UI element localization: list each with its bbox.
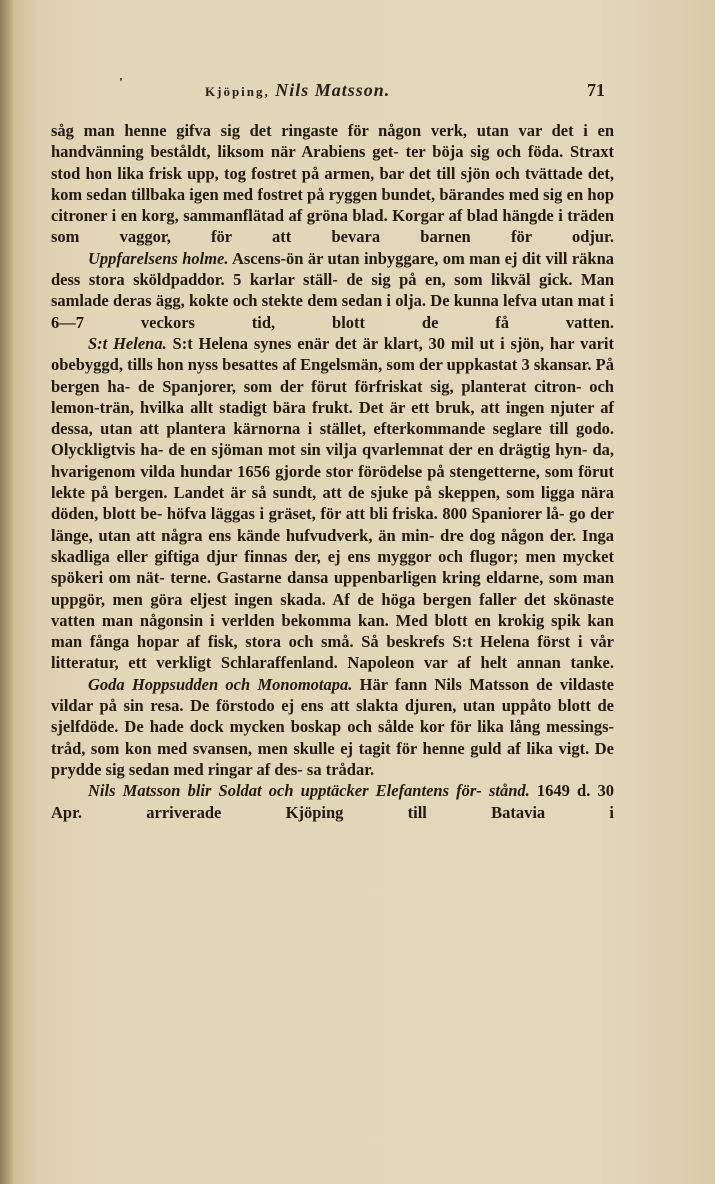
paragraph-heading: Nils Matsson blir Soldat och upptäcker Elefantens för- stånd.: [88, 781, 530, 801]
paragraph: [51, 120, 614, 248]
page-number: 71: [587, 80, 605, 100]
paragraph-text: S:t Helena synes enär det är klart, 30 mil ut i sjön, har varit obebyggd, tills hon nyss besattes af Engelsmän, som der uppkastat 3 skansar. På bergen ha- de Spanjorer, som der förut förfriskat sig, planterat citron- och lemon-trän, hvilka allt stadigt bära frukt. Det är ett bruk, att ingen njuter af dessa, utan att plantera kärnorna i stället, efterkommande seglare till godo. Olyckligtvis ha- de en sjöman mot sin vilja qvarlemnat der en drägtig hyn- da, hvarigenom vilda hundar 1656 gjorde stor förödelse på stengetterne, som förut lekte på bergen. Landet är så sundt, att de sjuke på skeppen, som ligga nära döden, blott be- höfva läggas i gräset, för att bli friska. 800 Spaniorer lå- go der länge, utan att några ens kände hufvudverk, än min- dre dog någon der. Inga skadliga eller giftiga djur finnas der, ej ens myggor och flugor; men mycket spökeri om nät- terne. Gastarne dansa uppenbarligen kring eldarne, som man uppgör, men göra eljest ingen skada. Af de höga bergen faller det skönaste vatten man någonsin i verlden bekomma kan. Med blott en krokig spik kan man fånga hopar af fisk, stora och små. Så beskrefs S:t Helena först i vår litteratur, ett verkligt Schlaraffenland. Napoleon var af helt annan tanke.: [51, 333, 614, 673]
body-text: [51, 120, 614, 823]
paragraph-heading: Goda Hoppsudden och Monomotapa.: [88, 674, 353, 694]
header-subject: Nils Matsson.: [275, 80, 391, 100]
paragraph: [51, 248, 614, 333]
page-gutter-shadow: [0, 0, 14, 1184]
header-mark: ': [119, 76, 123, 91]
running-head: [205, 80, 390, 101]
paragraph: [51, 780, 614, 823]
paragraph: [51, 674, 614, 780]
paragraph-heading: Uppfarelsens holme.: [88, 248, 229, 268]
paragraph-text: 1649 d. 30 Apr. arriverade Kjöping till Batavia i: [51, 781, 614, 822]
paragraph-heading: S:t Helena.: [88, 333, 167, 353]
paragraph: [51, 333, 614, 674]
header-section: Kjöping,: [205, 84, 270, 99]
paragraph-text: Ascens-ön är utan inbyggare, om man ej dit vill räkna dess stora sköldpaddor. 5 karlar ställ- de sig på en, som likväl gick. Man samlade deras ägg, kokte och stekte dem sedan i olja. De kunna lefva utan mat i 6—7 veckors tid, blott de få vatten.: [51, 248, 615, 332]
running-header: [115, 76, 605, 106]
paragraph-text: Här fann Nils Matsson de vildaste vildar på sin resa. De förstodo ej ens att slakta djuren, utan uppåto blott de sjelfdöde. De hade dock mycken boskap och sålde kor för lika lång messings- tråd, som kon med svansen, men skulle ej tagit för henne guld af lika vigt. De prydde sig sedan med ringar af des- sa trådar.: [51, 674, 614, 779]
paragraph-text: såg man henne gifva sig det ringaste för någon verk, utan var det i en handvänning beståldt, liksom när Arabiens get- ter böja sig och föda. Straxt stod hon lika frisk upp, tog fostret på armen, bar det till sjön och tvättade det, kom sedan tillbaka igen med fostret på ryggen bundet, bärandes med sig en hop citroner i en korg, sammanflätad af gröna blad. Korgar af blad hängde i träden som vaggor, för att bevara barnen för odjur.: [51, 121, 614, 247]
